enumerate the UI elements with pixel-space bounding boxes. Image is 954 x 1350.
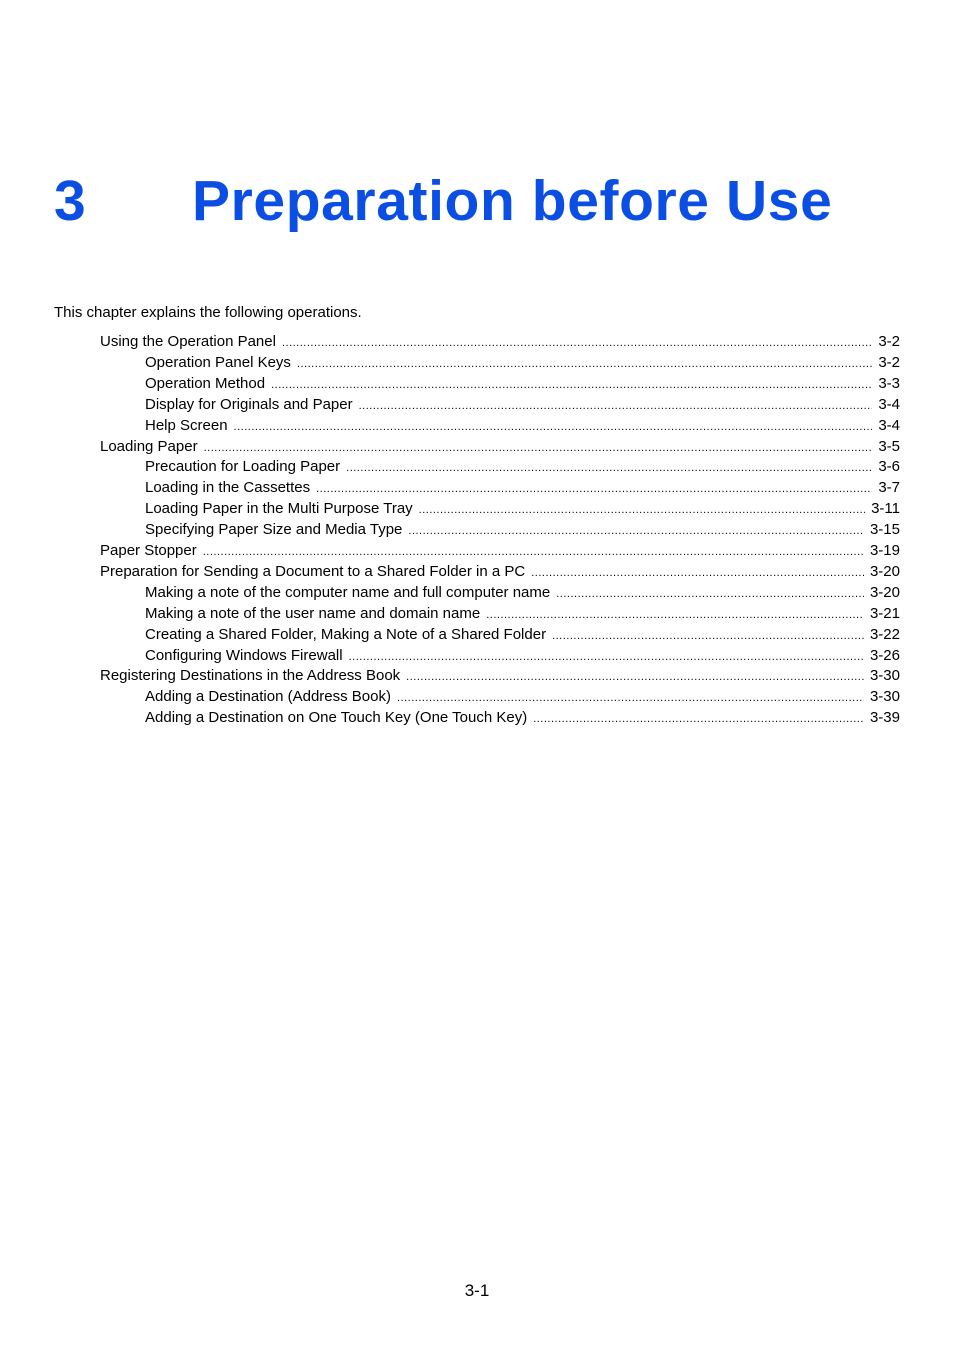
toc-subsection-entry[interactable] — [145, 582, 900, 603]
toc-entry-page: 3-39 — [869, 709, 900, 727]
toc-dot-leader — [419, 500, 865, 519]
toc-entry-page: 3-5 — [878, 437, 900, 455]
toc-entry-title: Configuring Windows Firewall — [145, 646, 343, 664]
toc-dot-leader — [282, 333, 872, 352]
toc-entry-page: 3-6 — [878, 458, 900, 476]
toc-dot-leader — [234, 417, 873, 436]
toc-entry-page: 3-4 — [878, 416, 900, 434]
toc-dot-leader — [271, 375, 872, 394]
toc-subsection-entry[interactable] — [145, 645, 900, 666]
toc-dot-leader — [204, 438, 873, 457]
toc-entry-title: Making a note of the computer name and full computer name — [145, 583, 551, 601]
toc-dot-leader — [556, 584, 864, 603]
toc-subsection-entry[interactable] — [145, 624, 900, 645]
toc-entry-title: Operation Method — [145, 374, 266, 392]
toc-section-entry[interactable] — [100, 665, 900, 686]
toc-subsection-entry[interactable] — [145, 707, 900, 728]
toc-subsection-entry[interactable] — [145, 686, 900, 707]
toc-entry-page: 3-2 — [878, 333, 900, 350]
toc-entry-page: 3-20 — [869, 562, 900, 580]
toc-entry-page: 3-30 — [869, 688, 900, 706]
toc-entry-page: 3-7 — [878, 479, 900, 497]
toc-section-entry[interactable] — [100, 561, 900, 582]
toc-entry-page: 3-11 — [871, 500, 900, 518]
toc-subsection-entry[interactable] — [145, 352, 900, 373]
toc-entry-title: Adding a Destination (Address Book) — [145, 688, 391, 706]
toc-subsection-entry[interactable] — [145, 456, 900, 477]
toc-entry-title: Adding a Destination on One Touch Key (One Touch Key) — [145, 709, 528, 727]
chapter-number: 3 — [54, 169, 86, 233]
toc-dot-leader — [406, 667, 864, 686]
toc-entry-title: Creating a Shared Folder, Making a Note of a Shared Folder — [145, 625, 547, 643]
toc-entry-title: Paper Stopper — [100, 542, 197, 559]
toc-entry-page: 3-20 — [869, 583, 900, 601]
page-number: 3-1 — [464, 1281, 490, 1300]
toc-dot-leader — [486, 605, 864, 624]
toc-entry-title: Loading Paper in the Multi Purpose Tray — [145, 500, 413, 518]
toc-entry-title: Loading Paper — [100, 437, 198, 455]
toc-dot-leader — [346, 458, 872, 477]
toc-subsection-entry[interactable] — [145, 477, 900, 498]
toc-entry-page: 3-2 — [878, 353, 900, 371]
toc-entry-page: 3-4 — [878, 395, 900, 413]
toc-entry-title: Display for Originals and Paper — [145, 395, 353, 413]
toc-subsection-entry[interactable] — [145, 415, 900, 436]
toc-entry-title: Preparation for Sending a Document to a Shared Folder in a PC — [100, 562, 526, 580]
toc-dot-leader — [397, 688, 864, 707]
toc-entry-page: 3-22 — [869, 625, 900, 643]
toc-entry-page: 3-15 — [869, 521, 900, 539]
toc-entry-title: Specifying Paper Size and Media Type — [145, 521, 403, 539]
toc-subsection-entry[interactable] — [145, 498, 900, 519]
toc-section-entry[interactable] — [100, 436, 900, 457]
toc-subsection-entry[interactable] — [145, 519, 900, 540]
toc-dot-leader — [297, 354, 872, 373]
toc-entry-title: Registering Destinations in the Address Book — [100, 667, 401, 685]
toc-entry-page: 3-26 — [869, 646, 900, 664]
chapter-title: Preparation before Use — [192, 169, 833, 233]
toc-dot-leader — [349, 647, 864, 666]
toc-subsection-entry[interactable] — [145, 394, 900, 415]
toc-entry-page: 3-3 — [878, 374, 900, 392]
toc-entry-title: Operation Panel Keys — [145, 353, 291, 371]
toc-section-entry[interactable] — [100, 540, 900, 561]
toc-dot-leader — [552, 626, 864, 645]
toc-entry-page: 3-19 — [869, 542, 900, 559]
toc-dot-leader — [316, 479, 872, 498]
toc-entry-title: Making a note of the user name and domain name — [145, 604, 481, 622]
toc-entry-page: 3-30 — [869, 667, 900, 685]
chapter-heading — [54, 166, 900, 236]
toc-subsection-entry[interactable] — [145, 373, 900, 394]
toc-entry-title: Loading in the Cassettes — [145, 479, 311, 497]
toc-entry-title: Help Screen — [145, 416, 228, 434]
toc-subsection-entry[interactable] — [145, 603, 900, 624]
toc-entry-title: Precaution for Loading Paper — [145, 458, 341, 476]
toc-entry-page: 3-21 — [869, 604, 900, 622]
toc-dot-leader — [531, 563, 864, 582]
chapter-intro: This chapter explains the following operations. — [54, 304, 362, 321]
toc-dot-leader — [408, 521, 864, 540]
toc-dot-leader — [533, 709, 864, 728]
toc-dot-leader — [359, 396, 873, 415]
toc-section-entry[interactable] — [100, 331, 900, 352]
toc-dot-leader — [203, 542, 864, 561]
toc-entry-title: Using the Operation Panel — [100, 333, 276, 350]
